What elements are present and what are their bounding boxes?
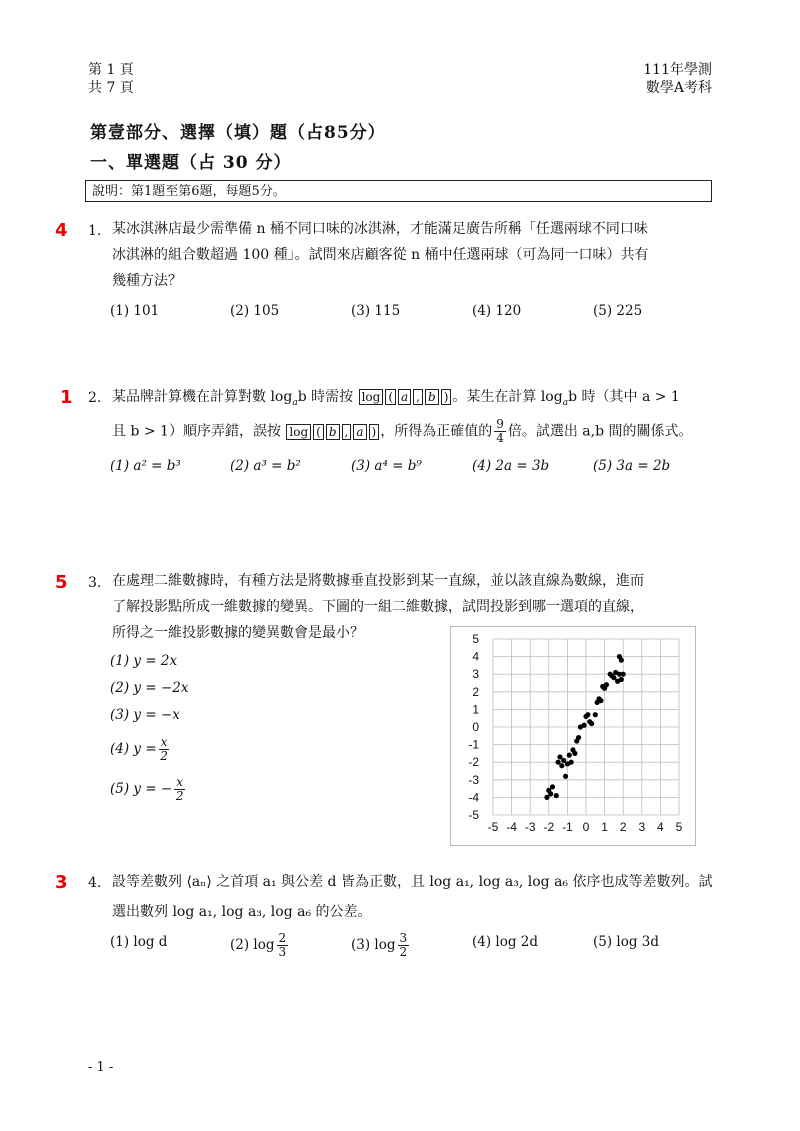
question-number: 1. xyxy=(88,223,102,239)
question-1-text xyxy=(112,216,712,294)
y-tick-label: -1 xyxy=(468,737,479,752)
key-log: log xyxy=(359,389,384,405)
fraction-denominator: 2 xyxy=(399,945,408,959)
option-1[interactable]: (1) 101 xyxy=(110,303,160,319)
option-text: (5) y = − xyxy=(110,781,173,797)
key-comma: , xyxy=(342,424,352,440)
option-4[interactable]: (4) log 2d xyxy=(472,934,539,950)
key-b: b xyxy=(425,389,439,405)
y-tick-label: -2 xyxy=(468,755,479,770)
y-tick-label: 2 xyxy=(472,684,479,699)
data-point xyxy=(550,784,555,789)
y-tick-label: -3 xyxy=(468,772,479,787)
x-tick-label: -3 xyxy=(524,820,536,834)
question-text: 倍。試選出 a,b 間的關係式。 xyxy=(507,423,693,440)
option-3[interactable] xyxy=(351,932,411,959)
question-text: b 時（其中 a > 1 xyxy=(568,389,680,405)
x-tick-label: -2 xyxy=(543,820,555,834)
option-5[interactable] xyxy=(110,776,187,803)
question-line: 所得之一維投影數據的變異數會是最小？ xyxy=(112,625,364,641)
data-point xyxy=(589,721,594,726)
option-text: (3) log xyxy=(351,937,396,953)
option-text: (4) y = xyxy=(110,741,157,757)
question-text: 。某生在計算 log xyxy=(452,389,563,405)
key-comma: , xyxy=(413,389,423,405)
key-open-paren: ( xyxy=(313,424,324,440)
x-tick-label: -1 xyxy=(562,820,573,834)
data-point xyxy=(619,658,624,663)
x-tick-label: -4 xyxy=(506,820,517,834)
question-line: 某冰淇淋店最少需準備 n 桶不同口味的冰淇淋，才能滿足廣告所稱「任選兩球不同口味 xyxy=(112,221,648,237)
page-number: 第 1 頁 xyxy=(88,62,134,78)
fraction xyxy=(159,736,170,763)
question-text: b 時需按 xyxy=(297,389,354,405)
question-1-options xyxy=(110,303,710,323)
question-text: 且 b > 1）順序弄錯，誤按 xyxy=(112,423,281,440)
key-log: log xyxy=(286,424,311,440)
data-point xyxy=(604,682,609,687)
data-point xyxy=(621,672,626,677)
data-point xyxy=(559,763,564,768)
answer-mark: 4 xyxy=(55,220,68,241)
option-5[interactable]: (5) log 3d xyxy=(593,934,660,950)
question-4-options xyxy=(110,932,710,962)
option-1[interactable]: (1) y = 2x xyxy=(110,653,178,669)
option-1[interactable]: (1) log d xyxy=(110,934,168,950)
y-tick-label: 4 xyxy=(472,649,479,664)
fraction xyxy=(494,418,506,445)
option-2[interactable]: (2) 105 xyxy=(230,303,280,319)
fraction-denominator: 3 xyxy=(278,945,287,959)
question-2-line-2 xyxy=(112,418,722,445)
option-3[interactable]: (3) a⁴ = b⁹ xyxy=(351,458,422,474)
question-number: 2. xyxy=(88,390,102,406)
question-line: 冰淇淋的組合數超過 100 種」。試問來店顧客從 n 桶中任選兩球（可為同一口味）共有 xyxy=(112,247,649,263)
option-2[interactable] xyxy=(230,932,290,959)
data-point xyxy=(569,760,574,765)
data-point xyxy=(576,735,581,740)
data-point xyxy=(598,698,603,703)
fraction-numerator: x xyxy=(160,735,168,749)
scatter-chart xyxy=(450,626,696,846)
y-tick-label: -4 xyxy=(468,790,479,805)
x-tick-label: 4 xyxy=(657,820,664,834)
data-point xyxy=(554,793,559,798)
question-number: 4. xyxy=(88,875,102,891)
data-point xyxy=(572,751,577,756)
key-b: b xyxy=(326,424,340,440)
x-tick-label: -5 xyxy=(487,820,499,834)
data-point xyxy=(582,723,587,728)
subject-title: 數學A考科 xyxy=(645,80,712,96)
fraction-numerator: 9 xyxy=(496,417,504,431)
fraction xyxy=(277,932,289,959)
option-4[interactable] xyxy=(110,736,171,763)
option-2[interactable]: (2) y = −2x xyxy=(110,680,189,696)
question-2-line-1 xyxy=(112,384,722,416)
fraction-denominator: 2 xyxy=(175,789,184,803)
question-line: 在處理二維數據時，有種方法是將數據垂直投影到某一直線，並以該直線為數線，進而 xyxy=(112,573,644,589)
page-total: 共 7 頁 xyxy=(88,80,134,96)
subscript-a: a xyxy=(562,397,569,408)
question-text: ，所得為正確值的 xyxy=(380,423,493,440)
option-4[interactable]: (4) 2a = 3b xyxy=(472,458,550,474)
fraction-denominator: 2 xyxy=(160,749,168,763)
exam-title: 111年學測 xyxy=(643,62,712,78)
instructions-box: 說明：第1題至第6題，每題5分。 xyxy=(85,180,712,202)
answer-mark: 5 xyxy=(55,572,68,593)
y-tick-label: 3 xyxy=(472,667,479,682)
x-tick-label: 1 xyxy=(601,820,608,834)
question-line: 了解投影點所成一維數據的變異。下圖的一組二維數據，試問投影到哪一選項的直線， xyxy=(112,599,644,615)
subsection-title: 一、單選題（占 30 分） xyxy=(90,153,292,173)
option-1[interactable]: (1) a² = b³ xyxy=(110,458,181,474)
option-2[interactable]: (2) a³ = b² xyxy=(230,458,301,474)
data-point xyxy=(563,774,568,779)
scatter-plot-svg xyxy=(451,627,695,845)
fraction-numerator: x xyxy=(176,775,184,789)
answer-mark: 1 xyxy=(60,387,73,408)
x-tick-label: 3 xyxy=(638,820,646,834)
fraction-numerator: 3 xyxy=(399,931,408,945)
answer-mark: 3 xyxy=(55,872,68,893)
y-tick-label: 1 xyxy=(472,702,479,717)
key-a: a xyxy=(398,389,411,405)
data-point xyxy=(567,753,572,758)
question-4-line-1: 設等差數列 ⟨aₙ⟩ 之首項 a₁ 與公差 d 皆為正數，且 log a₁, log a₃, log a₆ 依序也成等差數列。試 xyxy=(112,874,713,890)
data-point xyxy=(619,677,624,682)
x-tick-label: 5 xyxy=(675,820,683,834)
data-point xyxy=(585,712,590,717)
y-tick-label: 5 xyxy=(472,632,479,646)
question-text: 某品牌計算機在計算對數 log xyxy=(112,389,293,405)
fraction-numerator: 2 xyxy=(278,931,287,945)
question-4-line-2: 選出數列 log a₁, log a₃, log a₆ 的公差。 xyxy=(112,904,372,920)
y-tick-label: 0 xyxy=(472,720,479,734)
option-5[interactable]: (5) 225 xyxy=(593,303,643,319)
option-3[interactable]: (3) y = −x xyxy=(110,707,180,723)
y-tick-label: -5 xyxy=(468,808,479,822)
data-point xyxy=(593,712,598,717)
section-title: 第壹部分、選擇（填）題（占85分） xyxy=(90,123,386,143)
option-5[interactable]: (5) 3a = 2b xyxy=(593,458,671,474)
key-close-paren: ) xyxy=(369,424,380,440)
option-3[interactable]: (3) 115 xyxy=(351,303,401,319)
page-footer: - 1 - xyxy=(88,1060,114,1075)
fraction xyxy=(398,932,410,959)
question-number: 3. xyxy=(88,575,102,591)
option-4[interactable]: (4) 120 xyxy=(472,303,522,319)
question-line: 幾種方法？ xyxy=(112,273,182,289)
key-a: a xyxy=(353,424,366,440)
option-text: (2) log xyxy=(230,937,275,953)
key-open-paren: ( xyxy=(385,389,396,405)
fraction xyxy=(174,776,185,803)
question-2-options xyxy=(110,458,710,478)
subscript-a: a xyxy=(292,397,298,408)
x-tick-label: 0 xyxy=(582,820,590,834)
fraction-denominator: 4 xyxy=(496,431,504,445)
key-close-paren: ) xyxy=(441,389,452,405)
x-tick-label: 2 xyxy=(619,820,627,834)
